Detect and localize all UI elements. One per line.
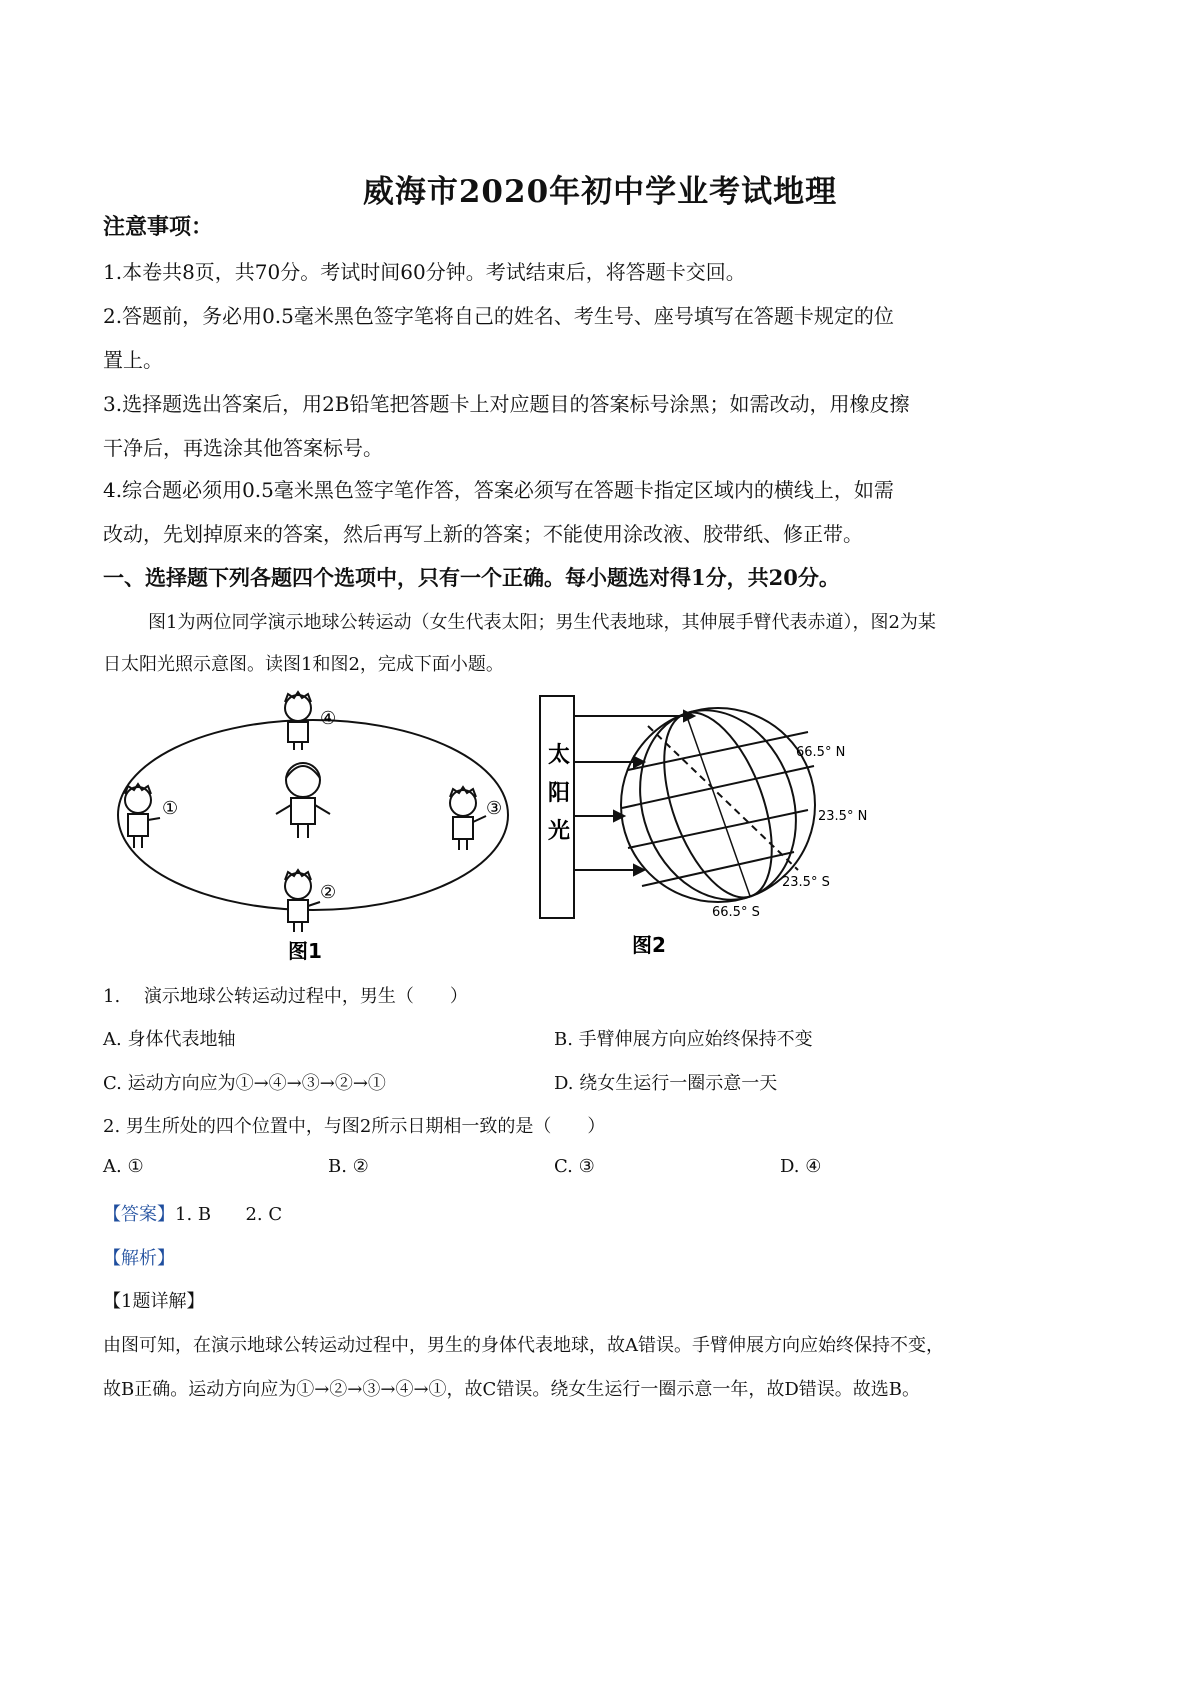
intro-line-2: 日太阳光照示意图。读图1和图2，完成下面小题。 [103, 654, 504, 675]
notice-item-2-cont: 置上。 [103, 348, 163, 372]
page-title: 威海市2020年初中学业考试地理 [362, 174, 838, 210]
section-heading: 一、选择题下列各题四个选项中，只有一个正确。每小题选对得1分，共20分。 [103, 565, 840, 590]
position-label-3: ③ [486, 798, 503, 819]
notice-item-1: 1.本卷共8页，共70分。考试时间60分钟。考试结束后，将答题卡交回。 [103, 260, 746, 284]
sun-label-2: 阳 [548, 781, 571, 806]
figure-2-caption: 图2 [632, 933, 666, 957]
analysis-tag: 【解析】 [103, 1248, 175, 1269]
figure-1 [108, 690, 518, 965]
lat-label-23s: 23.5° S [782, 875, 830, 890]
figure-2 [538, 690, 888, 965]
boy-figure-4 [285, 692, 311, 750]
answer-2: 2. C [245, 1204, 283, 1225]
position-label-2: ② [320, 882, 337, 903]
girl-figure [276, 763, 330, 838]
boy-figure-3 [450, 787, 486, 850]
question-2-stem: 2. 男生所处的四个位置中，与图2所示日期相一致的是（ ） [103, 1116, 606, 1137]
notice-item-3: 3.选择题选出答案后，用2B铅笔把答题卡上对应题目的答案标号涂黑；如需改动，用橡皮擦 [103, 392, 910, 416]
notice-item-2: 2.答题前，务必用0.5毫米黑色签字笔将自己的姓名、考生号、座号填写在答题卡规定的位 [103, 304, 894, 328]
lat-label-23n: 23.5° N [818, 809, 868, 824]
detail-line-2: 故B正确。运动方向应为①→②→③→④→①，故C错误。绕女生运行一圈示意一年，故D错误。故选B。 [103, 1379, 920, 1400]
figure-1-caption: 图1 [288, 939, 322, 963]
question-2-option-a: A. ① [103, 1156, 144, 1177]
intro-line-1: 图1为两位同学演示地球公转运动（女生代表太阳；男生代表地球，其伸展手臂代表赤道），图2为某 [148, 612, 936, 633]
lat-label-66n: 66.5° N [796, 745, 846, 760]
notice-item-3-cont: 干净后，再选涂其他答案标号。 [103, 436, 383, 460]
question-2-option-d: D. ④ [780, 1156, 822, 1177]
lat-label-66s: 66.5° S [712, 905, 760, 920]
question-2-option-c: C. ③ [554, 1156, 595, 1177]
position-label-4: ④ [320, 708, 337, 729]
sun-rays [574, 711, 694, 875]
notice-heading: 注意事项： [103, 214, 214, 240]
detail-tag: 【1题详解】 [103, 1291, 205, 1312]
answer-tag: 【答案】 [103, 1204, 175, 1225]
sunlight-box [540, 696, 574, 918]
question-1-stem: 1. 演示地球公转运动过程中，男生（ ） [103, 986, 468, 1007]
sun-label-3: 光 [548, 819, 571, 844]
answer-line [103, 1200, 282, 1226]
answer-1: 1. B [175, 1204, 212, 1225]
question-1-option-d: D. 绕女生运行一圈示意一天 [554, 1073, 778, 1094]
question-1-option-c: C. 运动方向应为①→④→③→②→① [103, 1073, 386, 1094]
sun-label-1: 太 [548, 743, 571, 768]
detail-line-1: 由图可知，在演示地球公转运动过程中，男生的身体代表地球，故A错误。手臂伸展方向应始终保持不变， [103, 1335, 944, 1356]
notice-item-4-cont: 改动，先划掉原来的答案，然后再写上新的答案；不能使用涂改液、胶带纸、修正带。 [103, 522, 863, 546]
question-1-option-b: B. 手臂伸展方向应始终保持不变 [554, 1029, 813, 1050]
question-2-option-b: B. ② [328, 1156, 369, 1177]
boy-figure-1 [125, 784, 160, 848]
position-label-1: ① [162, 798, 179, 819]
boy-figure-2 [285, 870, 320, 932]
notice-item-4: 4.综合题必须用0.5毫米黑色签字笔作答，答案必须写在答题卡指定区域内的横线上，如需 [103, 478, 894, 502]
question-1-option-a: A. 身体代表地轴 [103, 1029, 236, 1050]
